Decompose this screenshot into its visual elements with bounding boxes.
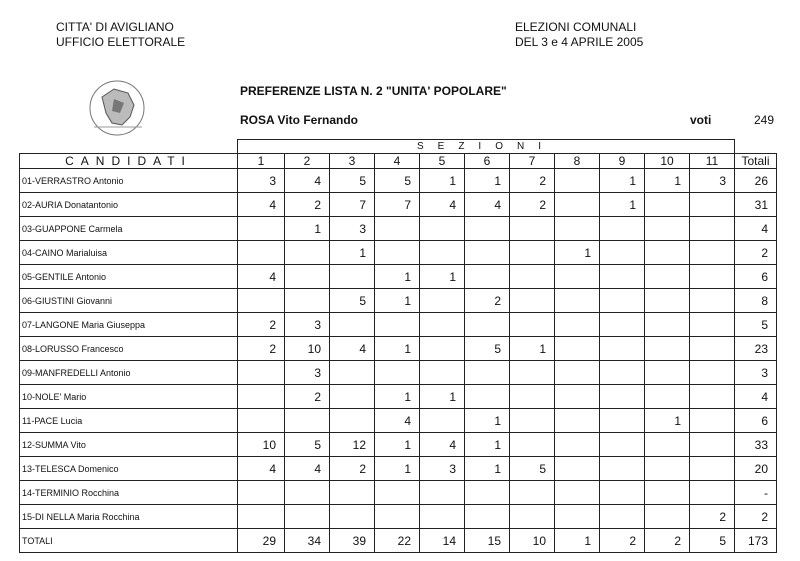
vote-cell: 12 [330, 433, 375, 457]
total-section-cell: 22 [375, 529, 420, 553]
vote-cell [690, 409, 735, 433]
vote-cell [510, 481, 555, 505]
vote-cell [510, 241, 555, 265]
vote-cell [645, 217, 690, 241]
vote-cell [375, 241, 420, 265]
vote-cell [600, 361, 645, 385]
vote-cell: 1 [420, 169, 465, 193]
total-cell: 23 [735, 337, 777, 361]
vote-cell [465, 217, 510, 241]
vote-cell [690, 385, 735, 409]
vote-cell [600, 385, 645, 409]
vote-cell [645, 433, 690, 457]
total-cell: 26 [735, 169, 777, 193]
vote-cell [330, 505, 375, 529]
vote-cell [600, 217, 645, 241]
vote-cell: 1 [465, 433, 510, 457]
vote-cell [510, 361, 555, 385]
table-row [20, 409, 777, 433]
vote-cell: 4 [238, 193, 285, 217]
vote-cell [555, 193, 600, 217]
vote-cell [555, 481, 600, 505]
candidati-header: CANDIDATI [20, 154, 238, 169]
vote-cell [600, 265, 645, 289]
vote-cell: 3 [690, 169, 735, 193]
vote-cell [555, 313, 600, 337]
vote-cell [330, 409, 375, 433]
vote-cell [510, 385, 555, 409]
vote-cell [555, 265, 600, 289]
vote-cell: 4 [420, 193, 465, 217]
vote-cell: 10 [285, 337, 330, 361]
vote-cell [330, 361, 375, 385]
vote-cell: 1 [510, 337, 555, 361]
total-cell: 2 [735, 241, 777, 265]
total-cell: 2 [735, 505, 777, 529]
total-cell: 4 [735, 217, 777, 241]
vote-cell [555, 289, 600, 313]
total-section-cell: 14 [420, 529, 465, 553]
vote-cell [690, 433, 735, 457]
vote-cell: 7 [375, 193, 420, 217]
vote-cell [238, 409, 285, 433]
total-cell: 20 [735, 457, 777, 481]
total-section-cell: 39 [330, 529, 375, 553]
vote-cell: 2 [238, 313, 285, 337]
vote-cell: 2 [238, 337, 285, 361]
vote-cell [690, 265, 735, 289]
vote-cell: 1 [465, 409, 510, 433]
vote-cell [645, 289, 690, 313]
vote-cell: 5 [375, 169, 420, 193]
vote-cell [510, 409, 555, 433]
vote-cell [420, 505, 465, 529]
vote-cell: 5 [510, 457, 555, 481]
vote-cell [465, 385, 510, 409]
total-section-cell: 29 [238, 529, 285, 553]
column-header-9: 9 [600, 154, 645, 169]
vote-cell [238, 385, 285, 409]
vote-cell: 1 [645, 169, 690, 193]
vote-cell [285, 409, 330, 433]
candidate-name-cell: 15-DI NELLA Maria Rocchina [20, 505, 238, 529]
vote-cell [645, 265, 690, 289]
vote-cell: 1 [375, 385, 420, 409]
vote-cell [690, 313, 735, 337]
total-cell: 6 [735, 265, 777, 289]
vote-cell [238, 361, 285, 385]
vote-cell [645, 481, 690, 505]
vote-cell [238, 505, 285, 529]
total-section-cell: 15 [465, 529, 510, 553]
vote-cell: 4 [465, 193, 510, 217]
total-section-cell: 1 [555, 529, 600, 553]
candidate-name-cell: 08-LORUSSO Francesco [20, 337, 238, 361]
vote-cell [510, 313, 555, 337]
table-row [20, 505, 777, 529]
vote-cell [690, 481, 735, 505]
vote-cell: 4 [420, 433, 465, 457]
candidate-name-cell: 02-AURIA Donatantonio [20, 193, 238, 217]
vote-cell: 7 [330, 193, 375, 217]
candidate-name: ROSA Vito Fernando [240, 113, 359, 127]
total-cell: 33 [735, 433, 777, 457]
vote-cell: 2 [465, 289, 510, 313]
totals-row [20, 529, 777, 553]
table-row [20, 337, 777, 361]
vote-cell [375, 313, 420, 337]
column-header-10: 10 [645, 154, 690, 169]
total-cell: 5 [735, 313, 777, 337]
vote-cell [555, 217, 600, 241]
vote-cell: 1 [465, 169, 510, 193]
vote-cell: 5 [285, 433, 330, 457]
vote-cell [420, 217, 465, 241]
candidate-name-cell: 01-VERRASTRO Antonio [20, 169, 238, 193]
vote-cell [465, 313, 510, 337]
vote-cell [510, 505, 555, 529]
vote-cell [285, 505, 330, 529]
vote-cell: 1 [555, 241, 600, 265]
table-row [20, 169, 777, 193]
candidate-name-cell: 09-MANFREDELLI Antonio [20, 361, 238, 385]
vote-cell [375, 361, 420, 385]
vote-cell: 1 [330, 241, 375, 265]
vote-cell [555, 169, 600, 193]
vote-cell [238, 217, 285, 241]
total-section-cell: 34 [285, 529, 330, 553]
vote-cell [330, 481, 375, 505]
table-row [20, 313, 777, 337]
vote-cell [555, 457, 600, 481]
vote-cell [600, 313, 645, 337]
vote-cell [600, 481, 645, 505]
vote-cell: 3 [285, 313, 330, 337]
party-logo-icon [84, 77, 154, 139]
vote-cell [600, 457, 645, 481]
vote-cell: 2 [510, 169, 555, 193]
vote-cell [510, 433, 555, 457]
total-cell: 4 [735, 385, 777, 409]
total-cell: - [735, 481, 777, 505]
vote-cell [465, 361, 510, 385]
total-section-cell: 2 [600, 529, 645, 553]
city-name: CITTA' DI AVIGLIANO [56, 20, 174, 34]
column-header-6: 6 [465, 154, 510, 169]
vote-cell [238, 289, 285, 313]
vote-cell: 4 [285, 457, 330, 481]
vote-cell [420, 337, 465, 361]
office-name: UFFICIO ELETTORALE [56, 35, 186, 49]
table-row [20, 457, 777, 481]
vote-cell [645, 313, 690, 337]
vote-cell [510, 289, 555, 313]
candidate-name-cell: 04-CAINO Marialuisa [20, 241, 238, 265]
vote-cell: 1 [645, 409, 690, 433]
election-header [515, 20, 643, 50]
vote-cell [600, 433, 645, 457]
vote-cell [600, 241, 645, 265]
vote-cell: 1 [600, 169, 645, 193]
column-header-row [20, 154, 777, 169]
column-header-5: 5 [420, 154, 465, 169]
totals-label: TOTALI [20, 529, 238, 553]
vote-cell [375, 505, 420, 529]
preferences-table [19, 139, 777, 553]
table-row [20, 385, 777, 409]
total-cell: 6 [735, 409, 777, 433]
vote-cell [690, 337, 735, 361]
vote-cell: 4 [375, 409, 420, 433]
table-row [20, 193, 777, 217]
vote-cell [555, 337, 600, 361]
election-title: ELEZIONI COMUNALI [515, 20, 637, 34]
table-row [20, 289, 777, 313]
vote-cell: 5 [465, 337, 510, 361]
vote-cell [420, 409, 465, 433]
vote-cell [330, 313, 375, 337]
vote-cell [285, 241, 330, 265]
vote-cell [285, 481, 330, 505]
vote-cell: 3 [238, 169, 285, 193]
vote-cell [600, 409, 645, 433]
voti-label: voti [690, 113, 712, 127]
vote-cell: 2 [510, 193, 555, 217]
vote-cell [645, 457, 690, 481]
vote-cell: 1 [465, 457, 510, 481]
vote-cell [645, 241, 690, 265]
table-row [20, 241, 777, 265]
vote-cell [465, 241, 510, 265]
table-row [20, 217, 777, 241]
candidate-name-cell: 11-PACE Lucia [20, 409, 238, 433]
vote-cell [690, 457, 735, 481]
vote-cell: 1 [375, 337, 420, 361]
vote-cell: 4 [238, 457, 285, 481]
table-row [20, 265, 777, 289]
vote-cell [555, 385, 600, 409]
total-section-cell: 5 [690, 529, 735, 553]
vote-cell [645, 505, 690, 529]
vote-cell [645, 193, 690, 217]
vote-cell [285, 265, 330, 289]
candidate-name-cell: 12-SUMMA Vito [20, 433, 238, 457]
office-header [56, 20, 185, 50]
vote-cell [238, 481, 285, 505]
vote-cell [645, 337, 690, 361]
sezioni-header: SEZIONI [238, 140, 735, 154]
vote-cell [510, 265, 555, 289]
vote-cell [510, 217, 555, 241]
candidate-name-cell: 06-GIUSTINI Giovanni [20, 289, 238, 313]
candidate-name-cell: 03-GUAPPONE Carmela [20, 217, 238, 241]
election-date: DEL 3 e 4 APRILE 2005 [515, 35, 644, 49]
vote-cell [238, 241, 285, 265]
vote-cell [285, 289, 330, 313]
vote-cell [375, 217, 420, 241]
column-header-8: 8 [555, 154, 600, 169]
vote-cell: 2 [285, 193, 330, 217]
vote-cell: 1 [600, 193, 645, 217]
vote-cell [690, 361, 735, 385]
vote-cell [690, 217, 735, 241]
vote-cell: 1 [420, 385, 465, 409]
vote-cell: 10 [238, 433, 285, 457]
total-cell: 31 [735, 193, 777, 217]
vote-cell [690, 193, 735, 217]
column-header-11: 11 [690, 154, 735, 169]
vote-cell [330, 385, 375, 409]
candidate-name-cell: 10-NOLE' Mario [20, 385, 238, 409]
total-section-cell: 2 [645, 529, 690, 553]
table-row [20, 361, 777, 385]
column-header-3: 3 [330, 154, 375, 169]
vote-cell: 4 [238, 265, 285, 289]
vote-cell [420, 289, 465, 313]
vote-cell: 4 [330, 337, 375, 361]
vote-cell: 2 [285, 385, 330, 409]
vote-cell [375, 481, 420, 505]
vote-cell: 1 [285, 217, 330, 241]
vote-cell [420, 241, 465, 265]
vote-cell [600, 337, 645, 361]
vote-cell [555, 505, 600, 529]
total-cell: 8 [735, 289, 777, 313]
sezioni-row [20, 140, 777, 154]
vote-cell [645, 385, 690, 409]
vote-cell [420, 361, 465, 385]
vote-cell: 3 [330, 217, 375, 241]
candidate-name-cell: 07-LANGONE Maria Giuseppa [20, 313, 238, 337]
column-header-7: 7 [510, 154, 555, 169]
column-header-2: 2 [285, 154, 330, 169]
vote-cell [555, 433, 600, 457]
vote-cell: 1 [375, 457, 420, 481]
vote-cell [645, 361, 690, 385]
column-header-12: Totali [735, 154, 777, 169]
vote-cell [690, 289, 735, 313]
total-cell: 3 [735, 361, 777, 385]
list-title: PREFERENZE LISTA N. 2 "UNITA' POPOLARE" [240, 84, 507, 98]
column-header-4: 4 [375, 154, 420, 169]
vote-cell: 3 [285, 361, 330, 385]
vote-cell [330, 265, 375, 289]
vote-cell: 3 [420, 457, 465, 481]
vote-cell: 1 [375, 289, 420, 313]
candidate-name-cell: 14-TERMINIO Rocchina [20, 481, 238, 505]
vote-cell: 5 [330, 169, 375, 193]
vote-cell: 1 [420, 265, 465, 289]
blank-cell [735, 140, 777, 154]
vote-cell [465, 481, 510, 505]
voti-value: 249 [753, 113, 774, 127]
candidate-name-cell: 13-TELESCA Domenico [20, 457, 238, 481]
total-section-cell: 10 [510, 529, 555, 553]
vote-cell [555, 361, 600, 385]
vote-cell: 2 [690, 505, 735, 529]
vote-cell [690, 241, 735, 265]
vote-cell [420, 313, 465, 337]
column-header-1: 1 [238, 154, 285, 169]
vote-cell: 1 [375, 265, 420, 289]
vote-cell: 4 [285, 169, 330, 193]
grand-total-cell: 173 [735, 529, 777, 553]
vote-cell [465, 505, 510, 529]
vote-cell [600, 505, 645, 529]
vote-cell [555, 409, 600, 433]
candidate-name-cell: 05-GENTILE Antonio [20, 265, 238, 289]
blank-cell [20, 140, 238, 154]
table-row [20, 481, 777, 505]
vote-cell: 1 [375, 433, 420, 457]
vote-cell: 5 [330, 289, 375, 313]
table-row [20, 433, 777, 457]
vote-cell [600, 289, 645, 313]
vote-cell: 2 [330, 457, 375, 481]
vote-cell [465, 265, 510, 289]
vote-cell [420, 481, 465, 505]
